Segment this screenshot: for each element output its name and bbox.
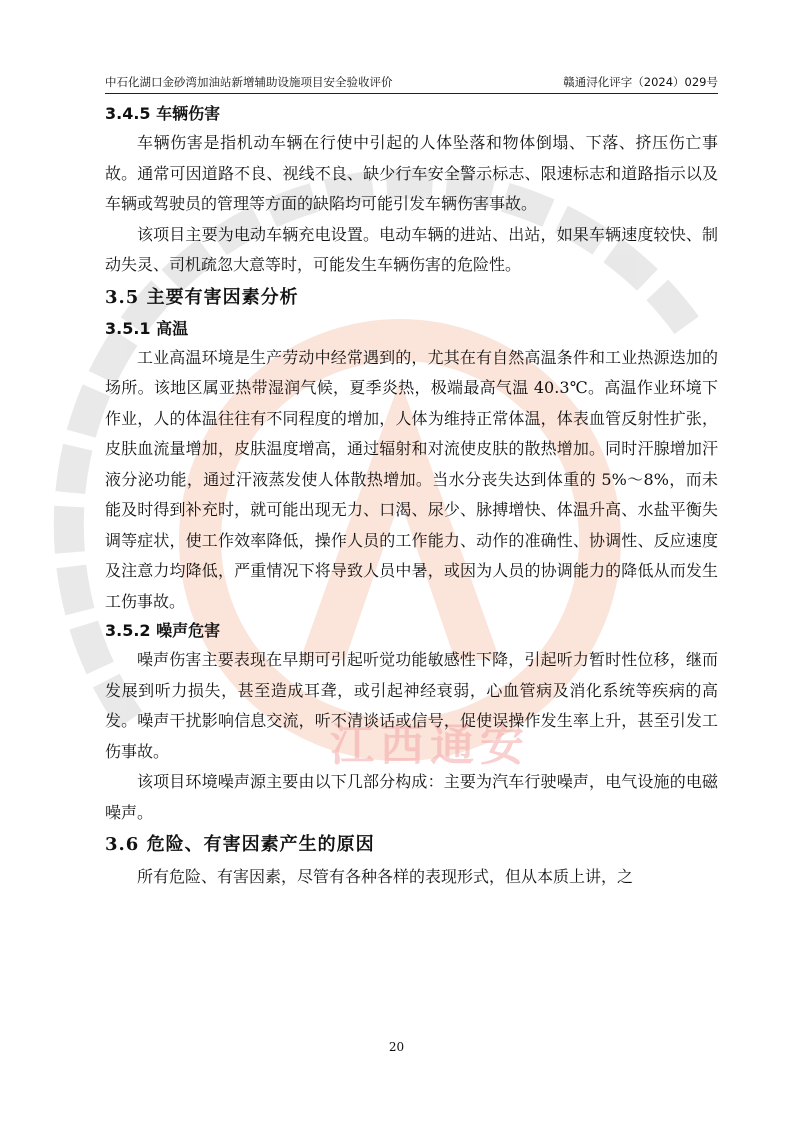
paragraph: 所有危险、有害因素，尽管有各种各样的表现形式，但从本质上讲，之 (137, 867, 634, 886)
page-header (105, 70, 718, 94)
header-doc-number: 赣通浔化评字（2024）029号 (563, 75, 718, 89)
header-title: 中石化湖口金砂湾加油站新增辅助设施项目安全验收评价 (105, 75, 393, 89)
page-number: 20 (388, 1040, 405, 1054)
section-heading: 3.6 危险、有害因素产生的原因 (105, 834, 375, 855)
document-body (105, 100, 718, 893)
paragraph: 噪声伤害主要表现在早期可引起听觉功能敏感性下降，引起听力暂时性位移，继而发展到听力损失，甚至造成耳聋，或引起神经衰弱，心血管病及消化系统等疾病的高发。噪声干扰影响信息交流，听不清谈话或信号，促使误操作发生率上升，甚至引发工伤事故。 (105, 650, 718, 761)
subsection-heading: 3.5.1 高温 (105, 318, 189, 338)
paragraph: 工业高温环境是生产劳动中经常遇到的，尤其在有自然高温条件和工业热源迭加的场所。该地区属亚热带湿润气候，夏季炎热，极端最高气温 40.3℃。高温作业环境下作业，人的体温往往有不同程度的增加，人体为维持正常体温，体表血管反射性扩张，皮肤血流量增加，皮肤温度增高，通过辐射和对流使皮肤的散热增加。同时汗腺增加汗液分泌功能，通过汗液蒸发使人体散热增加。当水分丧失达到体重的 5%～8%，而未能及时得到补充时，就可能出现无力、口渴、尿少、脉搏增快、体温升高、水盐平衡失调等症状，使工作效率降低，操作人员的工作能力、动作的准确性、协调性、反应速度及注意力均降低，严重情况下将导致人员中暑，或因为人员的协调能力的降低从而发生工伤事故。 (105, 347, 718, 611)
paragraph: 该项目环境噪声源主要由以下几部分构成：主要为汽车行驶噪声，电气设施的电磁噪声。 (105, 772, 718, 822)
subsection-heading: 3.4.5 车辆伤害 (105, 104, 221, 123)
paragraph: 该项目主要为电动车辆充电设置。电动车辆的进站、出站，如果车辆速度较快、制动失灵、司机疏忽大意等时，可能发生车辆伤害的危险性。 (105, 224, 718, 274)
subsection-heading: 3.5.2 噪声危害 (105, 621, 221, 640)
paragraph: 车辆伤害是指机动车辆在行使中引起的人体坠落和物体倒塌、下落、挤压伤亡事故。通常可因道路不良、视线不良、缺少行车安全警示标志、限速标志和道路指示以及车辆或驾驶员的管理等方面的缺陷均可能引发车辆伤害事故。 (105, 133, 718, 213)
section-heading: 3.5 主要有害因素分析 (105, 286, 299, 308)
watermark-stamp-text: 江西通安 (330, 720, 530, 771)
